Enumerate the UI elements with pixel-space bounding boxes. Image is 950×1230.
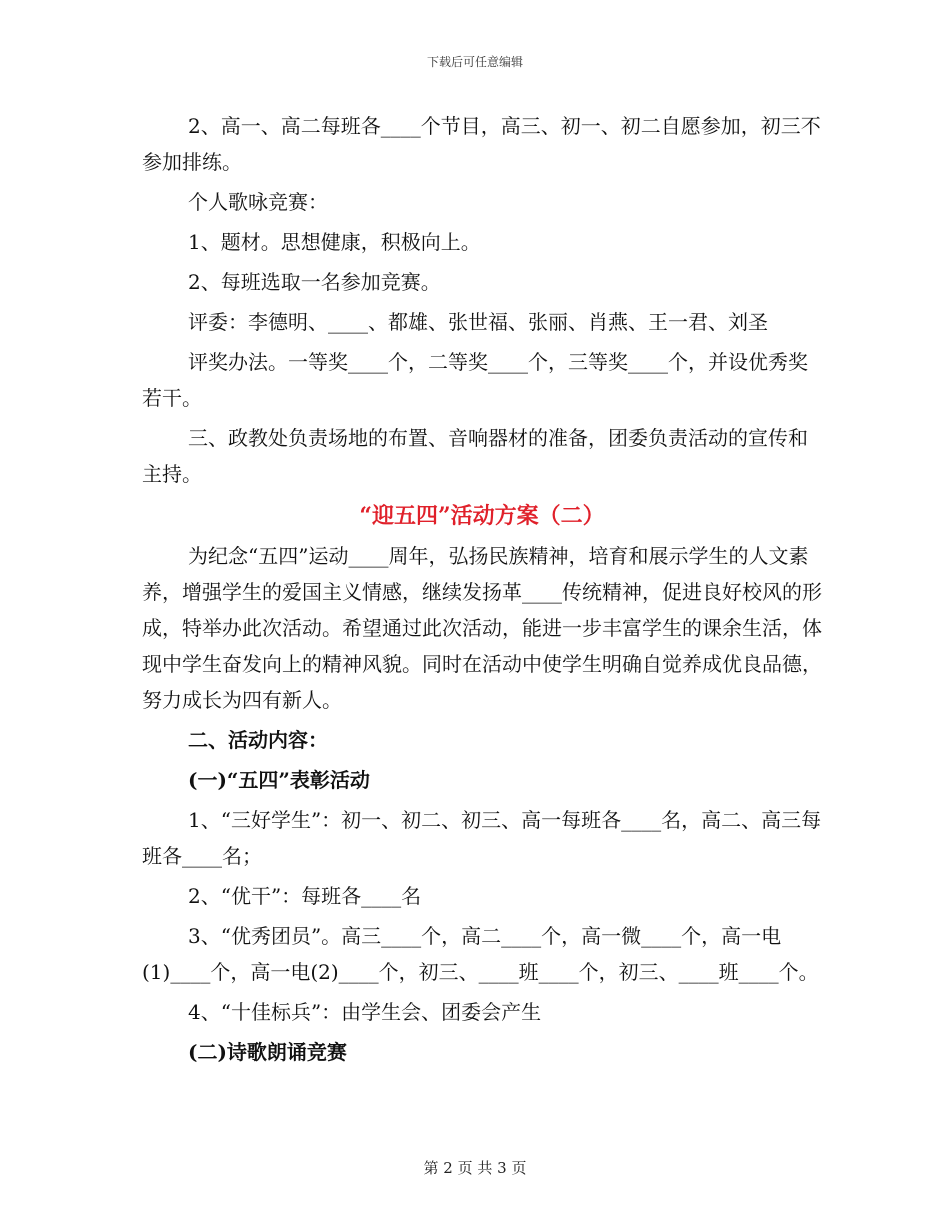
subheading: (二)诗歌朗诵竞赛 bbox=[188, 1040, 347, 1064]
paragraph: 三、政教处负责场地的布置、音响器材的准备，团委负责活动的宣传和主持。 bbox=[142, 426, 808, 486]
paragraph: 为纪念“五四”运动____周年，弘扬民族精神，培育和展示学生的人文素养，增强学生的爱国主义情感，继续发扬革____传统精神，促进良好校风的形成，特举办此次活动。希望通过此次活动，能进一步丰富学生的课余生活，体现中学生奋发向上的精神风貌。同时在活动中使学生明确自觉养成优良品德，努力成长为四有新人。 bbox=[142, 544, 822, 712]
page-header: 下载后可任意编辑 bbox=[426, 55, 523, 69]
paragraph: 4、“十佳标兵”：由学生会、团委会产生 bbox=[188, 1000, 542, 1024]
paragraph: 1、“三好学生”：初一、初二、初三、高一每班各____名，高二、高三每班各____名； bbox=[142, 808, 822, 868]
paragraph: 1、题材。思想健康，积极向上。 bbox=[188, 230, 481, 254]
document-body bbox=[142, 108, 822, 1070]
paragraph: 2、每班选取一名参加竞赛。 bbox=[188, 270, 441, 294]
paragraph: 评奖办法。一等奖____个，二等奖____个，三等奖____个，并设优秀奖若干。 bbox=[142, 350, 808, 410]
paragraph: 2、“优干”：每班各____名 bbox=[188, 884, 422, 908]
subheading: 二、活动内容： bbox=[188, 728, 328, 752]
page-footer: 第 2 页 共 3 页 bbox=[423, 1159, 527, 1177]
paragraph: 个人歌咏竞赛： bbox=[188, 190, 328, 214]
subheading: (一)“五四”表彰活动 bbox=[188, 768, 370, 792]
section-title: “迎五四”活动方案（二） bbox=[359, 503, 605, 529]
paragraph: 2、高一、高二每班各____个节目，高三、初一、初二自愿参加，初三不参加排练。 bbox=[142, 114, 821, 174]
paragraph: 评委：李德明、____、都雄、张世福、张丽、肖燕、王一君、刘圣 bbox=[188, 310, 768, 334]
paragraph: 3、“优秀团员”。高三____个，高二____个，高一微____个，高一电(1)____个，高一电(2)____个，初三、____班____个，初三、____班____个。 bbox=[142, 924, 819, 984]
